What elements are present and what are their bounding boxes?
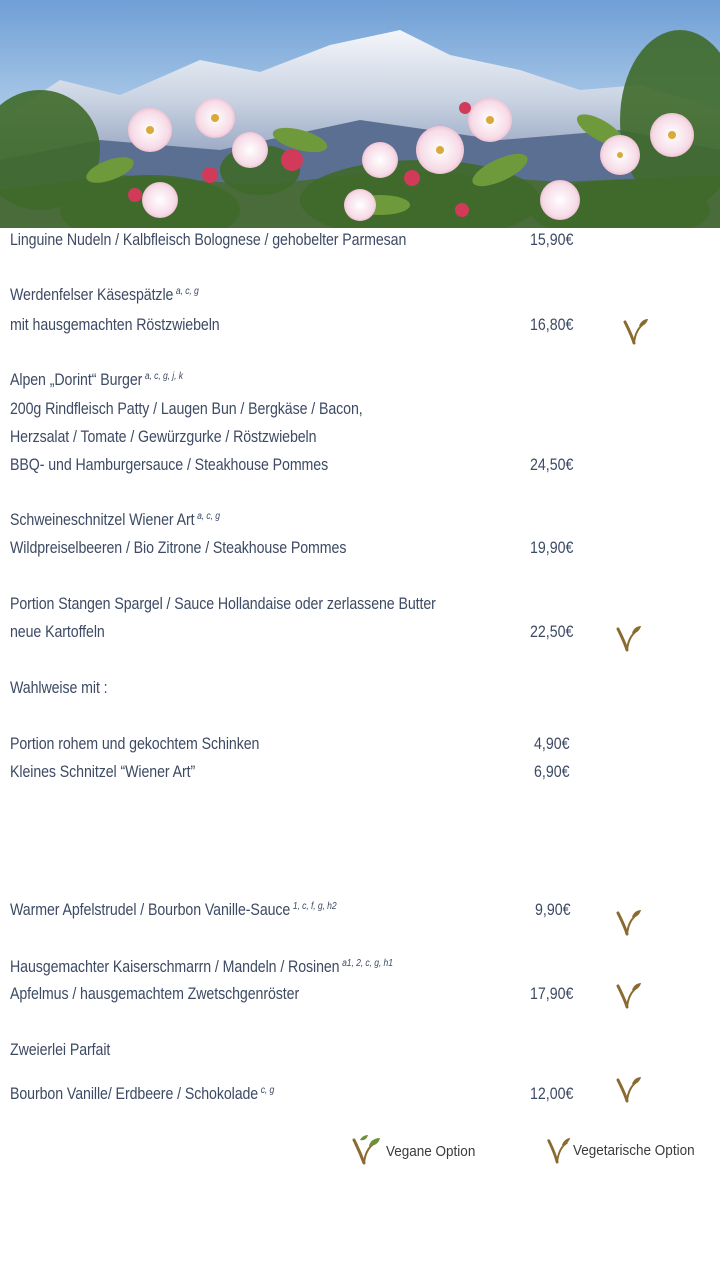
legend-vegetarian	[545, 1134, 708, 1166]
price-linguine: 15,90€	[530, 231, 574, 249]
price-parfait: 12,00€	[530, 1085, 574, 1103]
vegan-leaf-icon	[350, 1134, 384, 1168]
legend-vegan	[350, 1134, 485, 1168]
allergen-codes: 1, c, f, g, h2	[292, 901, 337, 912]
price-burger: 24,50€	[530, 456, 574, 474]
menu-addon-kleines-schnitzel: Kleines Schnitzel “Wiener Art”	[10, 763, 196, 781]
allergen-codes: a1, 2, c, g, h1	[342, 958, 393, 969]
legend-vegan-label: Vegane Option	[386, 1142, 476, 1160]
allergen-codes: a, c, g, j, k	[144, 371, 183, 382]
vegetarian-leaf-icon	[614, 980, 644, 1010]
hero-banner-image	[0, 0, 720, 228]
menu-item-schnitzel-desc: Wildpreiselbeeren / Bio Zitrone / Steakhouse Pommes	[10, 539, 347, 557]
vegetarian-leaf-icon	[614, 907, 644, 937]
menu-item-kaesespaetzle-title: Werdenfelser Käsespätzle $^{a, c, g}$	[10, 286, 199, 304]
menu-item-spargel-desc: neue Kartoffeln	[10, 623, 105, 641]
menu-item-linguine: Linguine Nudeln / Kalbfleisch Bolognese / gehobelter Parmesan	[10, 231, 407, 249]
price-spargel: 22,50€	[530, 623, 574, 641]
price-schinken: 4,90€	[534, 735, 570, 753]
menu-item-burger-desc-2: Herzsalat / Tomate / Gewürzgurke / Röstzwiebeln	[10, 428, 317, 446]
allergen-codes: a, c, g	[175, 286, 199, 297]
dessert-parfait-desc: Bourbon Vanille/ Erdbeere / Schokolade $^{c, g}$	[10, 1085, 275, 1103]
vegetarian-leaf-icon	[614, 1074, 644, 1104]
dessert-apfelstrudel: Warmer Apfelstrudel / Bourbon Vanille-Sauce $^{1, c, f, g, h2}$	[10, 901, 337, 919]
price-apfelstrudel: 9,90€	[535, 901, 571, 919]
menu-item-spargel-title: Portion Stangen Spargel / Sauce Hollandaise oder zerlassene Butter	[10, 595, 436, 613]
menu-item-kaesespaetzle-desc: mit hausgemachten Röstzwiebeln	[10, 316, 220, 334]
menu-item-burger-title: Alpen „Dorint“ Burger $^{a, c, g, j, k}$	[10, 371, 183, 389]
menu-item-schnitzel-title: Schweineschnitzel Wiener Art $^{a, c, g}$	[10, 511, 220, 529]
price-kaesespaetzle: 16,80€	[530, 316, 574, 334]
price-schnitzel: 19,90€	[530, 539, 574, 557]
dessert-parfait-title: Zweierlei Parfait	[10, 1041, 111, 1059]
menu-item-burger-desc-1: 200g Rindfleisch Patty / Laugen Bun / Bergkäse / Bacon,	[10, 400, 363, 418]
price-kaiserschmarrn: 17,90€	[530, 985, 574, 1003]
vegetarian-leaf-icon	[545, 1134, 573, 1166]
price-kleines-schnitzel: 6,90€	[534, 763, 570, 781]
menu-item-burger-desc-3: BBQ- und Hamburgersauce / Steakhouse Pommes	[10, 456, 329, 474]
legend-vegetarian-label: Vegetarische Option	[573, 1141, 695, 1159]
menu-choice-heading: Wahlweise mit :	[10, 679, 108, 697]
vegetarian-leaf-icon	[621, 316, 651, 346]
dessert-kaiserschmarrn-desc: Apfelmus / hausgemachtem Zwetschgenröster	[10, 985, 300, 1003]
allergen-codes: a, c, g	[197, 511, 220, 522]
menu-addon-schinken: Portion rohem und gekochtem Schinken	[10, 735, 260, 753]
allergen-codes: c, g	[260, 1085, 275, 1096]
dessert-kaiserschmarrn-title: Hausgemachter Kaiserschmarrn / Mandeln / Rosinen $^{a1, 2, c, g, h1}$	[10, 958, 393, 976]
vegetarian-leaf-icon	[614, 623, 644, 653]
